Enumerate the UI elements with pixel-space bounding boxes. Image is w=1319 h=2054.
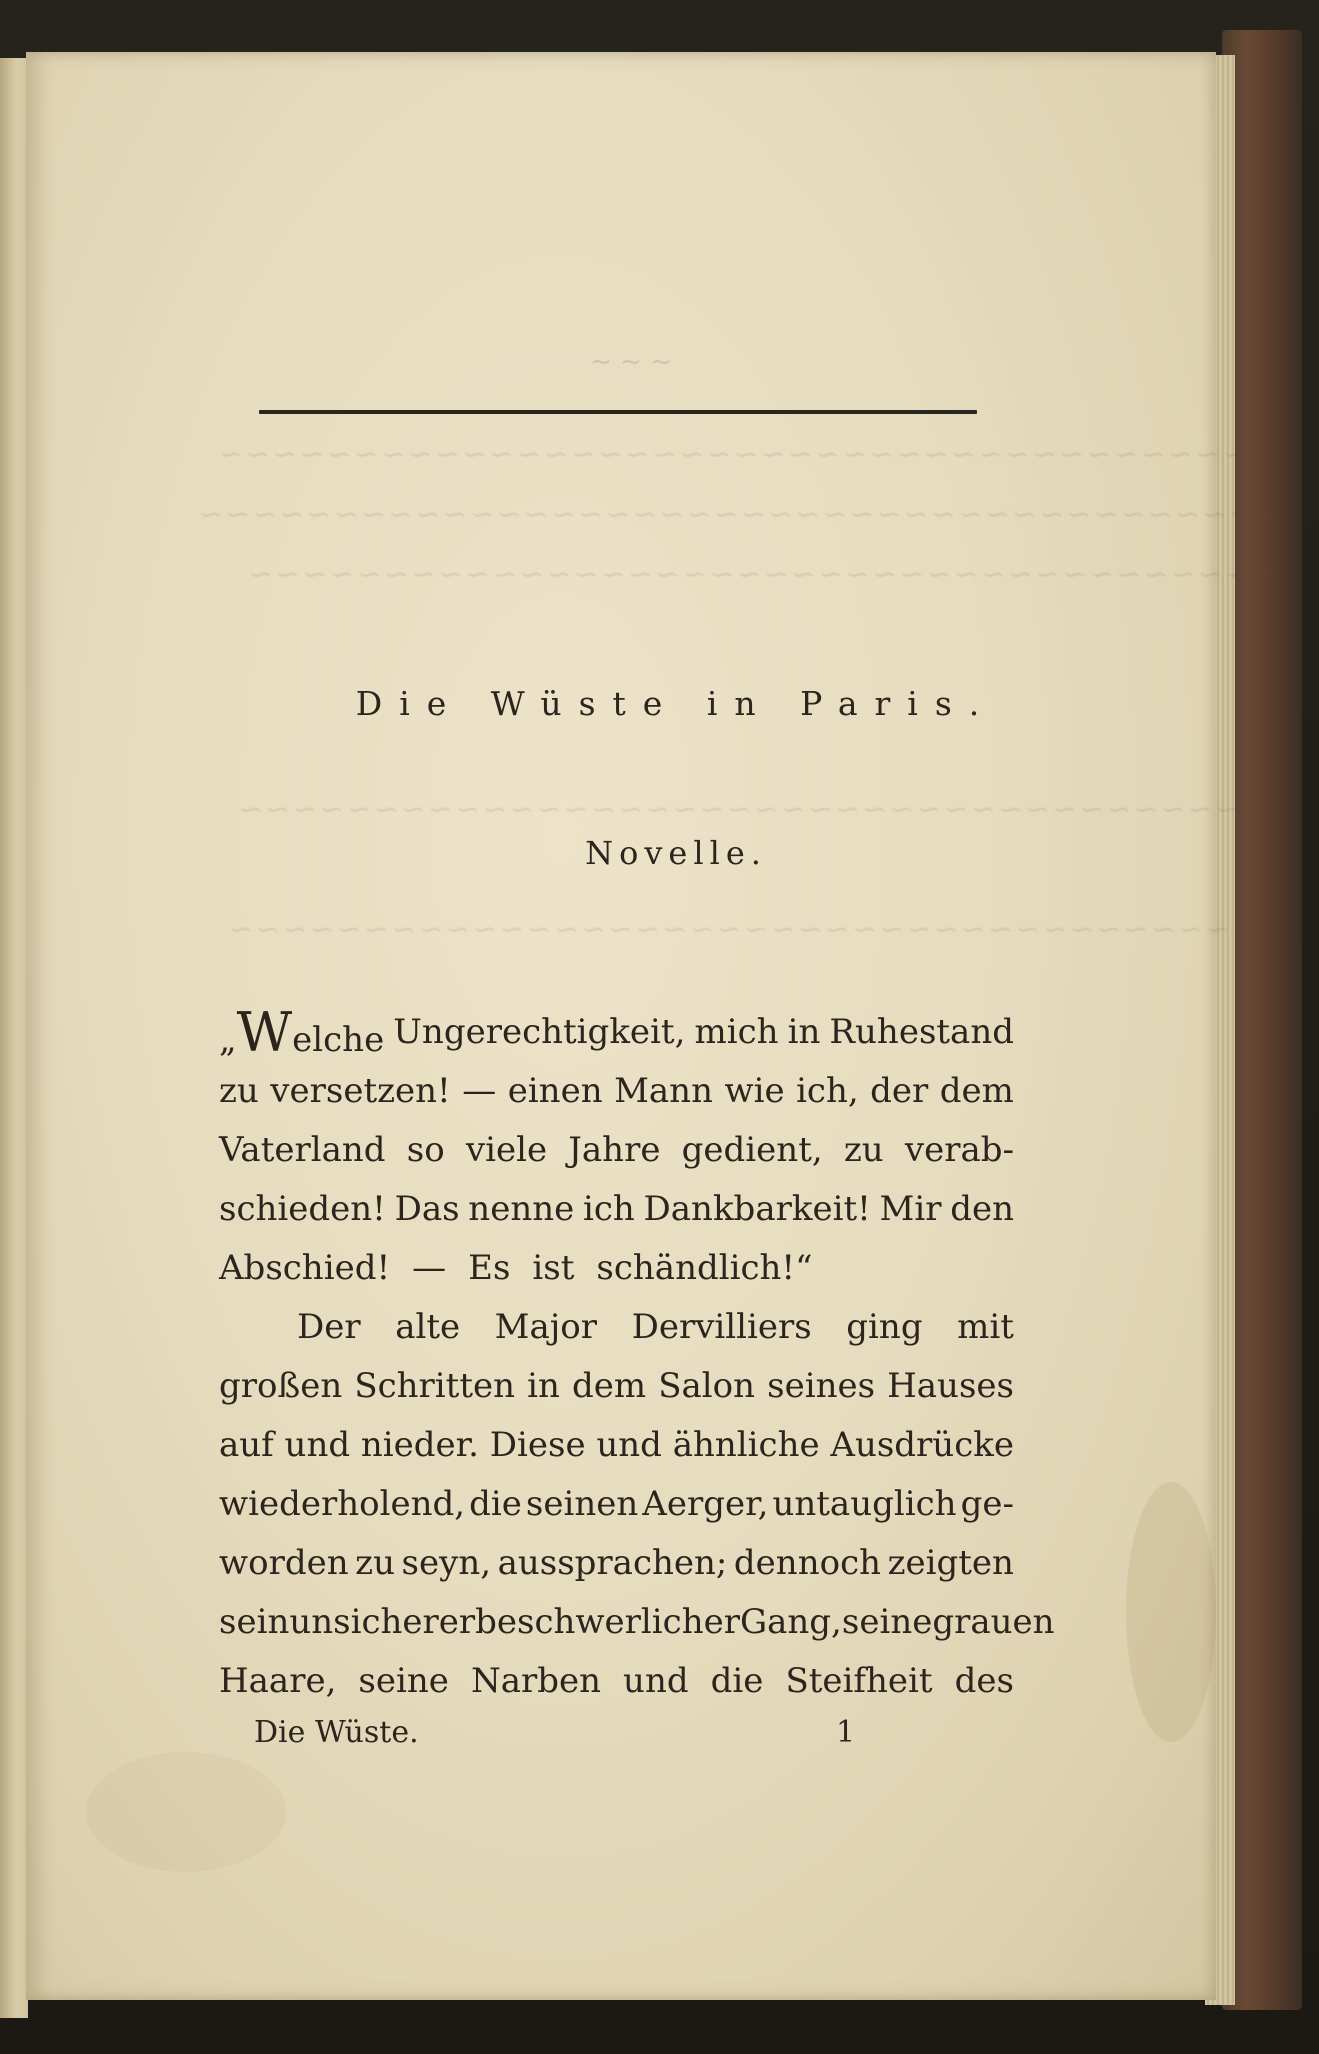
word: den [950, 1189, 1014, 1229]
word: mit [957, 1307, 1014, 1347]
word: sein [219, 1602, 290, 1642]
word: — [462, 1071, 497, 1111]
header-rule [259, 410, 977, 414]
word: und [623, 1661, 689, 1701]
word: verab- [904, 1130, 1014, 1170]
body-text [219, 1001, 1055, 1711]
word: in [527, 1366, 560, 1406]
word: Aerger, [642, 1484, 769, 1524]
book-page [26, 52, 1282, 2000]
word: seine [358, 1661, 449, 1701]
word: Dervilliers [631, 1307, 812, 1347]
word: in [787, 1012, 821, 1052]
word: aussprachen; [497, 1543, 728, 1583]
word: — [412, 1248, 447, 1288]
word: unsicherer [289, 1602, 476, 1642]
word: „Welche [219, 1001, 385, 1064]
word: so [406, 1130, 445, 1170]
facing-page-edge [0, 58, 28, 2018]
drop-cap: W [236, 1001, 293, 1064]
word: Der [297, 1307, 361, 1347]
word: ge- [960, 1484, 1014, 1524]
word: Gang, [739, 1602, 842, 1642]
word: Major [494, 1307, 598, 1347]
word: nieder. [360, 1425, 479, 1465]
word: ich, [796, 1071, 859, 1111]
text-line [219, 1062, 1014, 1121]
word: Dankbarkeit! [643, 1189, 871, 1229]
word: Hauses [887, 1366, 1014, 1406]
page-number: 1 [836, 1715, 856, 1750]
word: seinen [525, 1484, 639, 1524]
word: nenne [468, 1189, 575, 1229]
signature-mark: Die Wüste. [254, 1715, 419, 1750]
chapter-subtitle: Novelle. [585, 834, 767, 872]
word: seyn, [401, 1543, 492, 1583]
word: großen [219, 1366, 343, 1406]
word: der [870, 1071, 929, 1111]
word: schieden! [219, 1189, 386, 1229]
word: ist [532, 1248, 575, 1288]
word: wie [724, 1071, 785, 1111]
show-through-text: ~~~~~~~~~~~~~~~~~~~~~~~~~~~~~~~~~~~~~~~ [216, 437, 1275, 472]
word: Das [394, 1189, 460, 1229]
word: ähnliche [672, 1425, 820, 1465]
text-line [219, 1003, 1014, 1062]
paper-stain [1126, 1482, 1216, 1742]
word: seine [841, 1602, 933, 1642]
show-through-ornament: ~ ~ ~ [590, 347, 672, 377]
word: beschwerlicher [475, 1602, 740, 1642]
text-line [219, 1298, 1014, 1357]
text-line [219, 1416, 1014, 1475]
word: dennoch [733, 1543, 882, 1583]
word: zu [219, 1071, 259, 1111]
word: Narben [470, 1661, 601, 1701]
text-line [219, 1534, 1014, 1593]
show-through-text: ~~~~~~~~~~~~~~~~~~~~~~~~~~~~~~~~~~~~~~~~ [196, 497, 1282, 532]
word: des [954, 1661, 1014, 1701]
word: und [596, 1425, 662, 1465]
paper-stain [86, 1752, 286, 1872]
word: einen [507, 1071, 603, 1111]
text-line [219, 1652, 1014, 1711]
text-line [219, 1593, 1055, 1652]
word: gedient, [681, 1130, 823, 1170]
word: Haare, [219, 1661, 337, 1701]
word: dem [939, 1071, 1014, 1111]
word: worden [219, 1543, 349, 1583]
show-through-text: ~~~~~~~~~~~~~~~~~~~~~~~~~~~~~~~~~~~~~~ [246, 557, 1278, 592]
word: ging [846, 1307, 923, 1347]
word: Ausdrücke [830, 1425, 1014, 1465]
word: die [710, 1661, 764, 1701]
word: zu [355, 1543, 395, 1583]
word: Ungerechtigkeit, [393, 1012, 686, 1052]
word: untauglich [772, 1484, 957, 1524]
word: Salon [658, 1366, 756, 1406]
word: Mir [879, 1189, 942, 1229]
word: Ruhestand [829, 1012, 1014, 1052]
text-line [219, 1475, 1014, 1534]
text-line [219, 1239, 1014, 1298]
word: alte [395, 1307, 461, 1347]
word: grauen [932, 1602, 1055, 1642]
word: Jahre [568, 1130, 661, 1170]
text-line [219, 1180, 1014, 1239]
text-line [219, 1121, 1014, 1180]
word: die [469, 1484, 522, 1524]
text-line [219, 1357, 1014, 1416]
word: schändlich!“ [596, 1248, 813, 1288]
word: Es [468, 1248, 511, 1288]
word: und [284, 1425, 351, 1465]
chapter-title: Die Wüste in Paris. [355, 684, 997, 723]
word: zeigten [887, 1543, 1014, 1583]
word: versetzen! [270, 1071, 451, 1111]
word: Diese [489, 1425, 586, 1465]
word: Vaterland [219, 1130, 386, 1170]
word: mich [694, 1012, 779, 1052]
word: viele [465, 1130, 548, 1170]
word: Mann [614, 1071, 713, 1111]
word: auf [219, 1425, 274, 1465]
word: ich [582, 1189, 635, 1229]
show-through-text: ~~~~~~~~~~~~~~~~~~~~~~~~~~~~~~~~~~~~~~ [236, 792, 1268, 827]
word: dem [571, 1366, 647, 1406]
word: Schritten [354, 1366, 516, 1406]
word: seines [767, 1366, 876, 1406]
word: zu [843, 1130, 884, 1170]
word: wiederholend, [219, 1484, 466, 1524]
show-through-text: ~~~~~~~~~~~~~~~~~~~~~~~~~~~~~~~~~~~~~~ [226, 912, 1258, 947]
word: Steifheit [785, 1661, 933, 1701]
word: Abschied! [219, 1248, 391, 1288]
